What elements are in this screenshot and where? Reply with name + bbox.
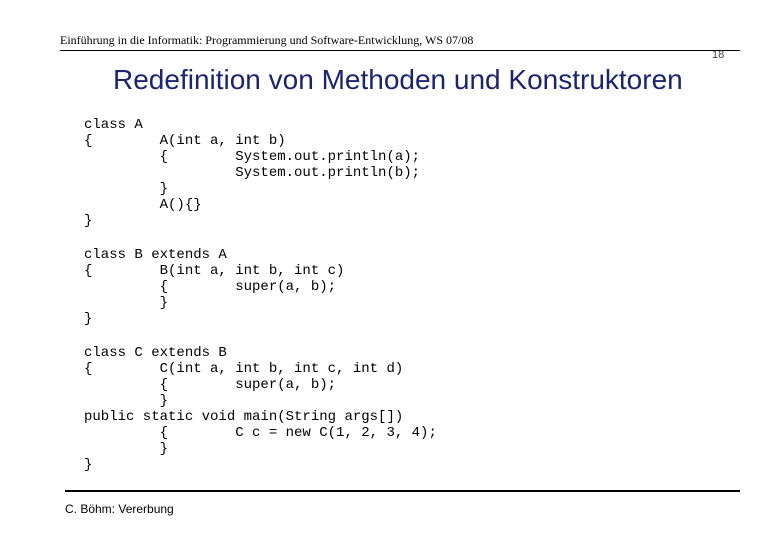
page-number: 18 xyxy=(712,49,725,61)
header-rule xyxy=(60,50,740,51)
slide-header: Einführung in die Informatik: Programmierung und Software-Entwicklung, WS 07/08 xyxy=(60,33,474,47)
slide-title: Redefinition von Methoden und Konstruktoren xyxy=(113,64,683,95)
code-block-class-c: class C extends B { C(int a, int b, int c, int d) { super(a, b); } public static void main(String args[]) { C c = new C(1, 2, 3, 4); } } xyxy=(84,345,437,473)
code-block-class-a: class A { A(int a, int b) { System.out.println(a); System.out.println(b); } A(){} } xyxy=(84,117,421,229)
slide-footer: C. Böhm: Vererbung xyxy=(65,502,174,516)
code-block-class-b: class B extends A { B(int a, int b, int c) { super(a, b); } } xyxy=(84,247,345,327)
footer-rule xyxy=(65,490,740,492)
